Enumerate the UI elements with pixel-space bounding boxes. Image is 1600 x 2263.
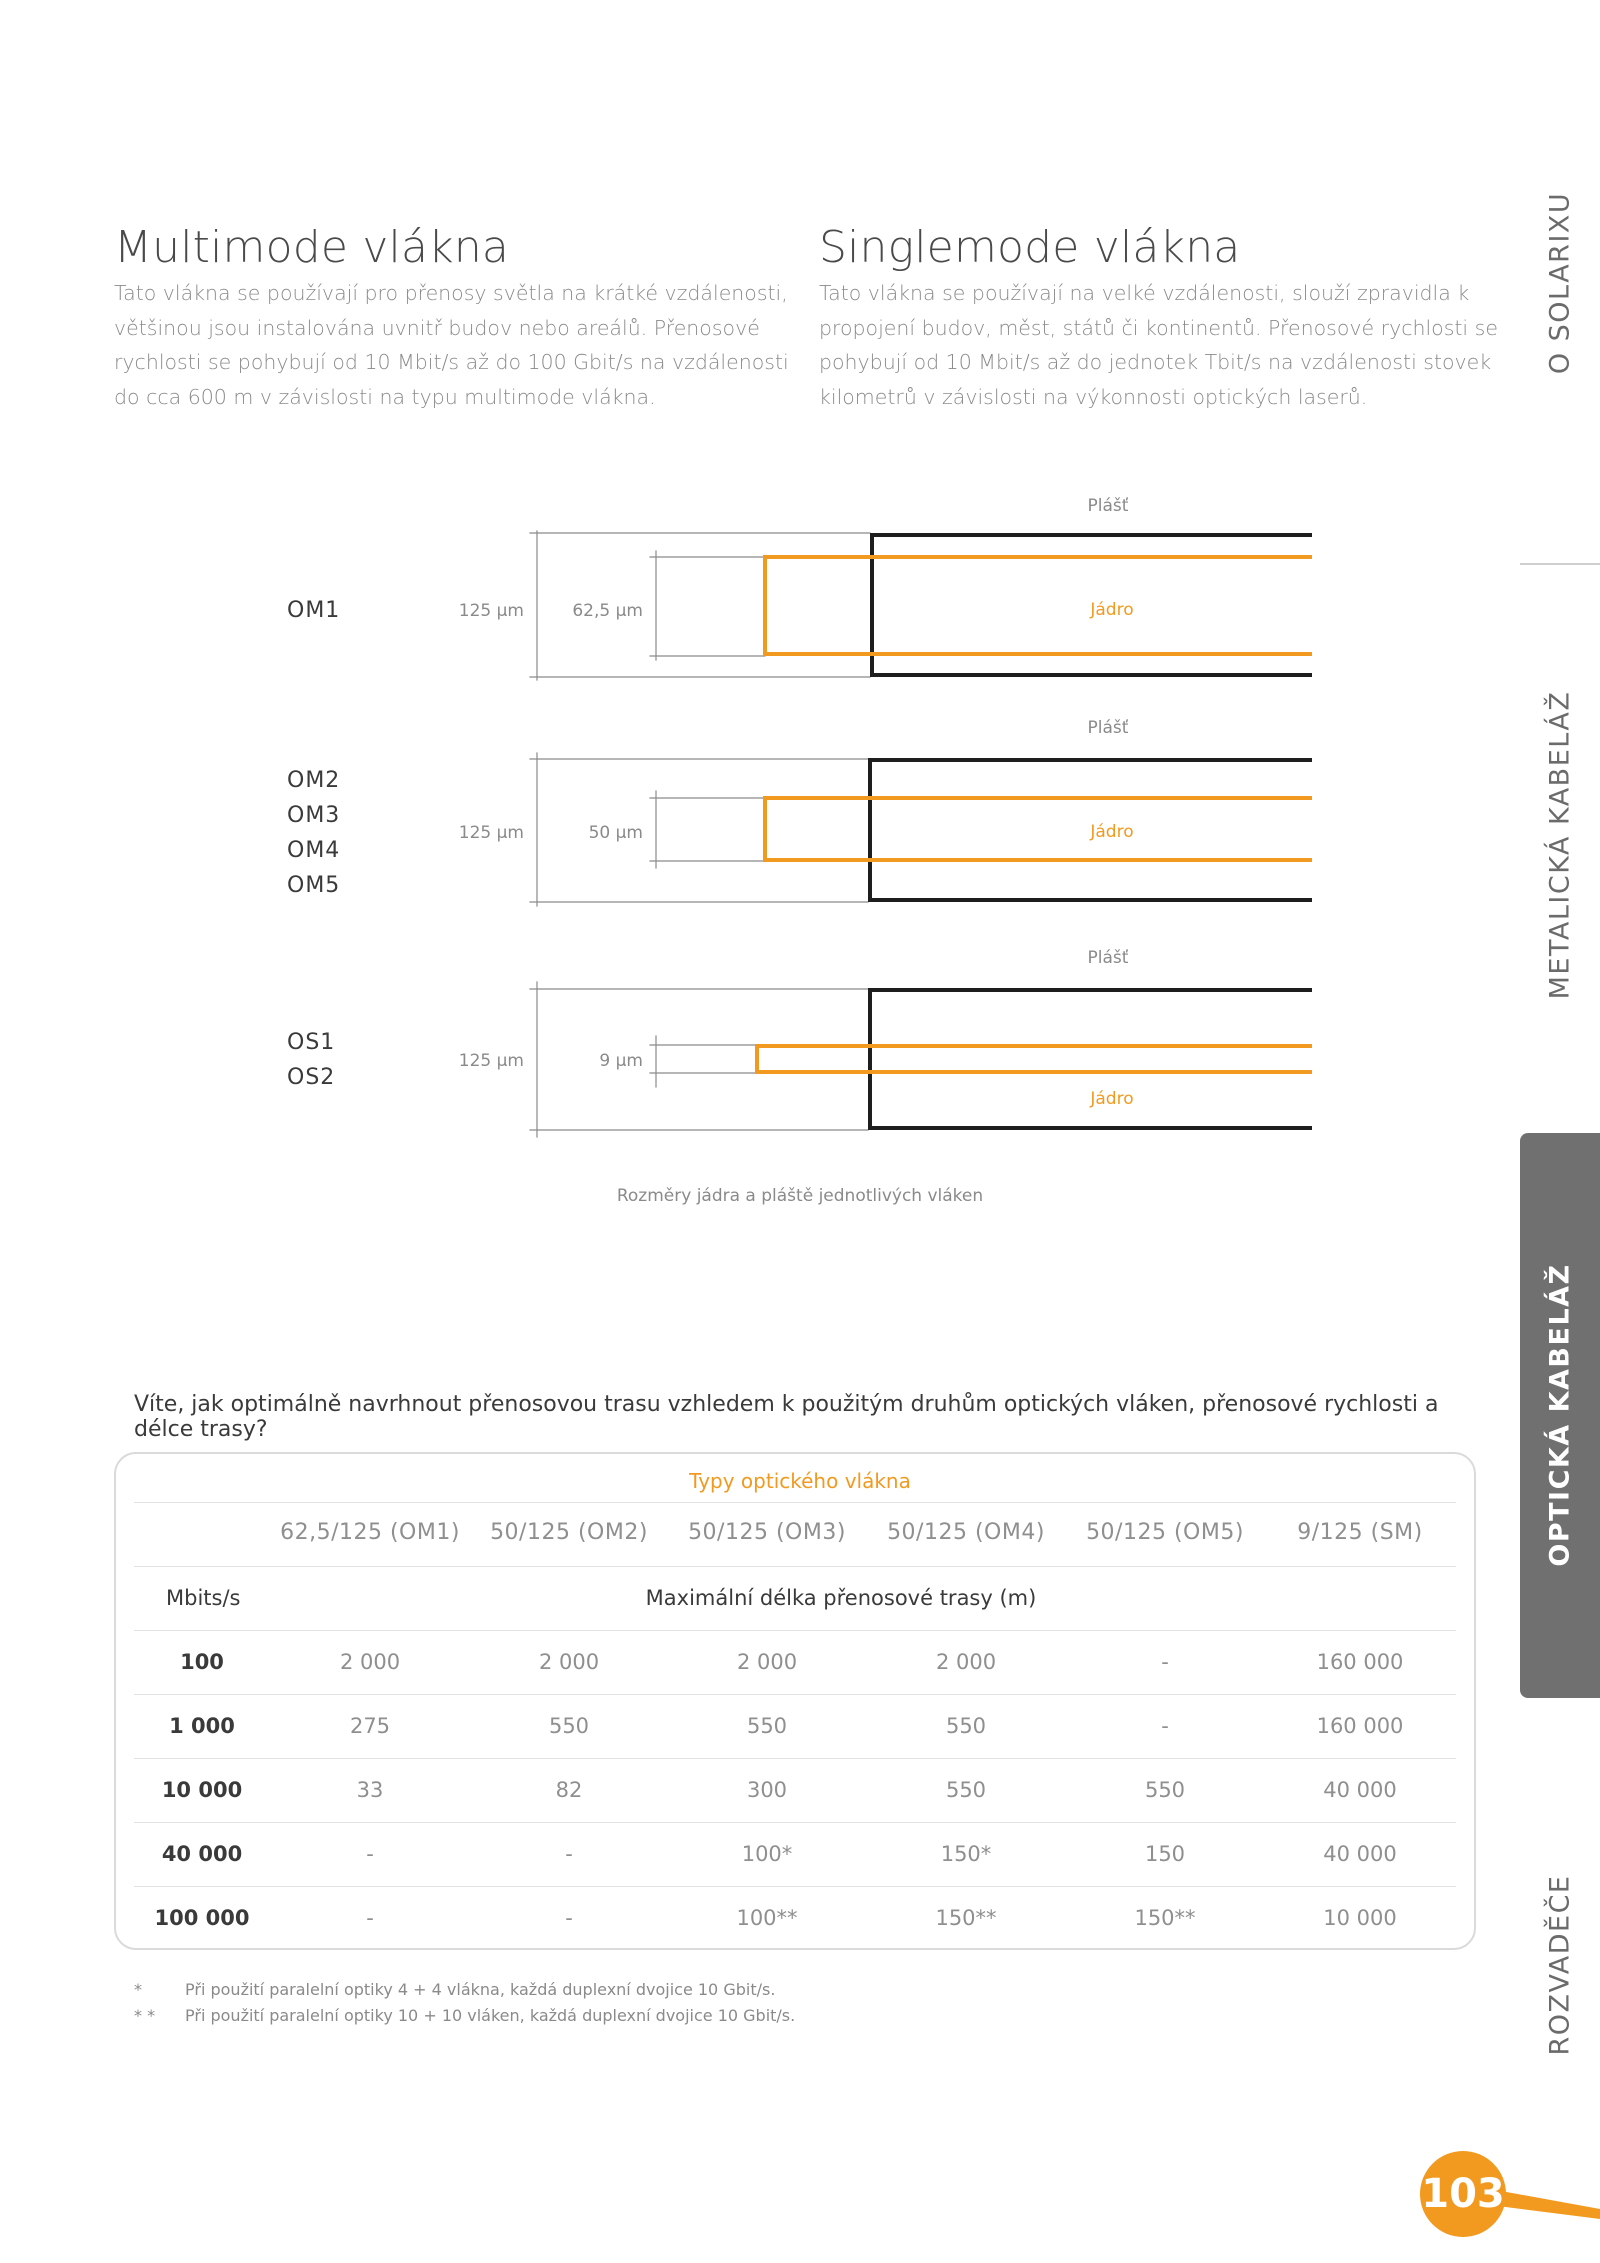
column-header: 50/125 (OM5) [1086, 1520, 1244, 1545]
table-cell: 33 [356, 1778, 384, 1802]
singlemode-title: Singlemode vlákna [819, 222, 1241, 273]
table-cell: - [1161, 1650, 1169, 1674]
table-cell: - [565, 1906, 573, 1930]
table-divider [134, 1758, 1456, 1759]
singlemode-text: Tato vlákna se používají na velké vzdálenosti, slouží zpravidla k propojení budov, měst, států či kontinentů. Přenosové rychlosti se pohybují od 10 Mbit/s až do jednotek Tbit/s na vzdálenosti stovek kilometrů v závislosti na výkonnosti optických laserů. [819, 281, 1498, 409]
fiber-diagram-os1-os2 [530, 982, 1310, 1137]
core-label: Jádro [1090, 822, 1134, 842]
fiber-type-label: OS1 [287, 1030, 336, 1055]
table-cell: - [366, 1842, 374, 1866]
cladding-label: Plášť [1087, 718, 1129, 738]
table-group-header: Typy optického vlákna [689, 1469, 911, 1493]
table-cell: 275 [349, 1714, 391, 1738]
column-header: 50/125 (OM4) [887, 1520, 1045, 1545]
footnote-text: Při použití paralelní optiky 4 + 4 vlákna, každá duplexní dvojice 10 Gbit/s. [185, 1980, 776, 1999]
fiber-type-label: OM4 [287, 838, 341, 863]
table-cell: 2 000 [538, 1650, 600, 1674]
row-speed: 100 [180, 1650, 224, 1674]
cladding-label: Plášť [1087, 496, 1129, 516]
multimode-title: Multimode vlákna [114, 222, 510, 273]
table-divider [134, 1502, 1456, 1503]
table-subheader: Maximální délka přenosové trasy (m) [645, 1586, 1037, 1610]
row-speed: 1 000 [169, 1714, 235, 1738]
cladding-dimension: 125 µm [458, 601, 524, 621]
table-divider [134, 1694, 1456, 1695]
table-cell: 160 000 [1316, 1650, 1404, 1674]
fiber-diagram-om1 [530, 531, 1310, 680]
table-cell: 82 [555, 1778, 583, 1802]
side-tab-divider [1520, 563, 1600, 565]
footnote-text: Při použití paralelní optiky 10 + 10 vláken, každá duplexní dvojice 10 Gbit/s. [185, 2006, 796, 2025]
question-heading: Víte, jak optimálně navrhnout přenosovou trasu vzhledem k použitým druhům optických vláken, přenosové rychlosti a délce trasy? [134, 1392, 1439, 1442]
column-header: 50/125 (OM3) [688, 1520, 846, 1545]
core-label: Jádro [1090, 1089, 1134, 1109]
column-header: 9/125 (SM) [1297, 1520, 1423, 1545]
table-divider [134, 1822, 1456, 1823]
diagram-caption: Rozměry jádra a pláště jednotlivých vláken [616, 1186, 984, 1206]
table-cell: 550 [548, 1714, 590, 1738]
table-cell: 10 000 [1323, 1906, 1397, 1930]
table-cell: 550 [945, 1714, 987, 1738]
table-cell: - [366, 1906, 374, 1930]
cladding-dimension: 125 µm [458, 1051, 524, 1071]
core-dimension: 9 µm [599, 1051, 643, 1071]
table-cell: 160 000 [1316, 1714, 1404, 1738]
core-dimension: 50 µm [588, 823, 643, 843]
table-cell: 2 000 [339, 1650, 401, 1674]
footnote-mark: * * [134, 2006, 156, 2025]
fiber-type-label: OM3 [287, 803, 341, 828]
table-cell: 150** [935, 1906, 997, 1930]
table-cell: 550 [746, 1714, 788, 1738]
core-label: Jádro [1090, 600, 1134, 620]
row-speed: 10 000 [161, 1778, 243, 1802]
table-cell: 150** [1134, 1906, 1196, 1930]
table-divider [134, 1566, 1456, 1567]
footnote-mark: * [134, 1980, 142, 1999]
cladding-dimension: 125 µm [458, 823, 524, 843]
table-divider [134, 1630, 1456, 1631]
fiber-type-label: OM5 [287, 873, 341, 898]
table-cell: 150 [1144, 1842, 1186, 1866]
multimode-text: Tato vlákna se používají pro přenosy světla na krátké vzdálenosti, většinou jsou instalována uvnitř budov nebo areálů. Přenosové rychlosti se pohybují od 10 Mbit/s až do 100 Gbit/s na vzdálenosti do cca 600 m v závislosti na typu multimode vlákna. [114, 281, 789, 409]
table-cell: 550 [1144, 1778, 1186, 1802]
column-header: 50/125 (OM2) [490, 1520, 648, 1545]
fiber-diagram-om2-om5 [530, 753, 1310, 906]
table-cell: 100** [736, 1906, 798, 1930]
fiber-type-label: OM2 [287, 768, 341, 793]
table-cell: 150* [940, 1842, 992, 1866]
table-cell: 100* [741, 1842, 793, 1866]
table-cell: 550 [945, 1778, 987, 1802]
side-tab-o-solarixu[interactable]: O SOLARIXU [1544, 191, 1576, 375]
table-divider [134, 1886, 1456, 1887]
page-number-tail [1490, 2185, 1600, 2225]
fiber-type-label: OS2 [287, 1065, 336, 1090]
page-number: 103 [1420, 2151, 1506, 2237]
cladding-label: Plášť [1087, 948, 1129, 968]
table-cell: 2 000 [736, 1650, 798, 1674]
table-cell: 2 000 [935, 1650, 997, 1674]
side-tab-rozvadece[interactable]: ROZVADĚČE [1544, 1874, 1576, 2056]
table-cell: - [1161, 1714, 1169, 1738]
fiber-type-label: OM1 [287, 598, 341, 623]
table-cell: 40 000 [1323, 1778, 1397, 1802]
table-cell: - [565, 1842, 573, 1866]
column-header: 62,5/125 (OM1) [280, 1520, 460, 1545]
table-cell: 300 [746, 1778, 788, 1802]
row-speed: 40 000 [161, 1842, 243, 1866]
row-header-label: Mbits/s [166, 1586, 241, 1610]
side-tab-metalicka-kabelaz[interactable]: METALICKÁ KABELÁŽ [1544, 690, 1576, 1000]
side-tab-opticka-kabelaz[interactable]: OPTICKÁ KABELÁŽ [1544, 1263, 1576, 1567]
table-cell: 40 000 [1323, 1842, 1397, 1866]
row-speed: 100 000 [154, 1906, 250, 1930]
core-dimension: 62,5 µm [572, 601, 643, 621]
